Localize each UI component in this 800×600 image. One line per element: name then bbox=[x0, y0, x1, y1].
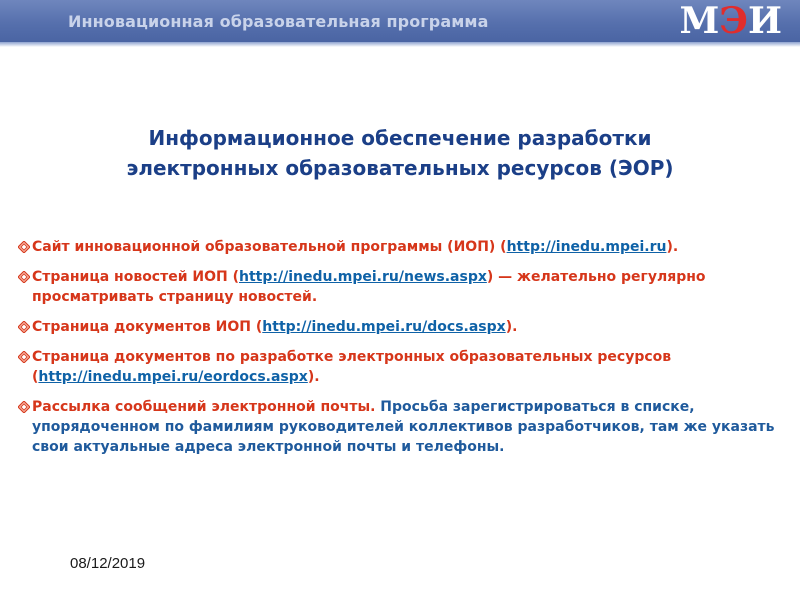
diamond-bullet-icon bbox=[18, 321, 30, 333]
program-title: Инновационная образовательная программа bbox=[68, 12, 489, 31]
diamond-bullet-icon bbox=[18, 401, 30, 413]
site-link[interactable]: http://inedu.mpei.ru bbox=[506, 239, 667, 255]
news-link[interactable]: http://inedu.mpei.ru/news.aspx bbox=[239, 269, 487, 285]
diamond-bullet-icon bbox=[18, 271, 30, 283]
logo-letter-e: Э bbox=[719, 0, 748, 42]
slide-title-line-1: Информационное обеспечение разработки bbox=[148, 126, 652, 150]
bullet-item-eor-docs bbox=[20, 347, 790, 387]
slide-date: 08/12/2019 bbox=[70, 555, 146, 572]
docs-link[interactable]: http://inedu.mpei.ru/docs.aspx bbox=[262, 319, 506, 335]
bullet-text: ). bbox=[505, 319, 518, 335]
mei-logo bbox=[679, 1, 782, 41]
bullet-text: ). bbox=[307, 369, 320, 385]
bullet-item-news bbox=[20, 267, 790, 307]
bullet-item-mailing bbox=[20, 397, 790, 457]
bullet-text: ). bbox=[666, 239, 679, 255]
slide-title bbox=[0, 123, 800, 183]
bullet-item-docs bbox=[20, 317, 790, 337]
bullet-text: ) — желательно регулярно просматривать страницу новостей. bbox=[32, 269, 706, 305]
header-divider bbox=[0, 42, 800, 47]
diamond-bullet-icon bbox=[18, 241, 30, 253]
diamond-bullet-icon bbox=[18, 351, 30, 363]
bullet-text: Страница документов по разработке электронных образовательных ресурсов ( bbox=[32, 349, 672, 385]
bullet-item-site bbox=[20, 237, 790, 257]
bullet-text: Страница документов ИОП ( bbox=[32, 319, 263, 335]
mailing-request-text: Просьба зарегистрироваться в списке, упорядоченном по фамилиям руководителей коллективов разработчиков, там же указать свои актуальные адреса электронной почты и телефоны. bbox=[32, 399, 775, 455]
bullet-text: Страница новостей ИОП ( bbox=[32, 269, 240, 285]
logo-letter-i: И bbox=[747, 0, 782, 42]
header-bar bbox=[0, 0, 800, 42]
bullet-text: Рассылка сообщений электронной почты. bbox=[32, 399, 376, 415]
eor-docs-link[interactable]: http://inedu.mpei.ru/eordocs.aspx bbox=[38, 369, 308, 385]
logo-letter-m: М bbox=[679, 0, 720, 42]
bullet-text: Сайт инновационной образовательной программы (ИОП) ( bbox=[32, 239, 507, 255]
slide-title-line-2: электронных образовательных ресурсов (ЭОР) bbox=[126, 156, 674, 180]
bullet-list bbox=[20, 237, 790, 467]
